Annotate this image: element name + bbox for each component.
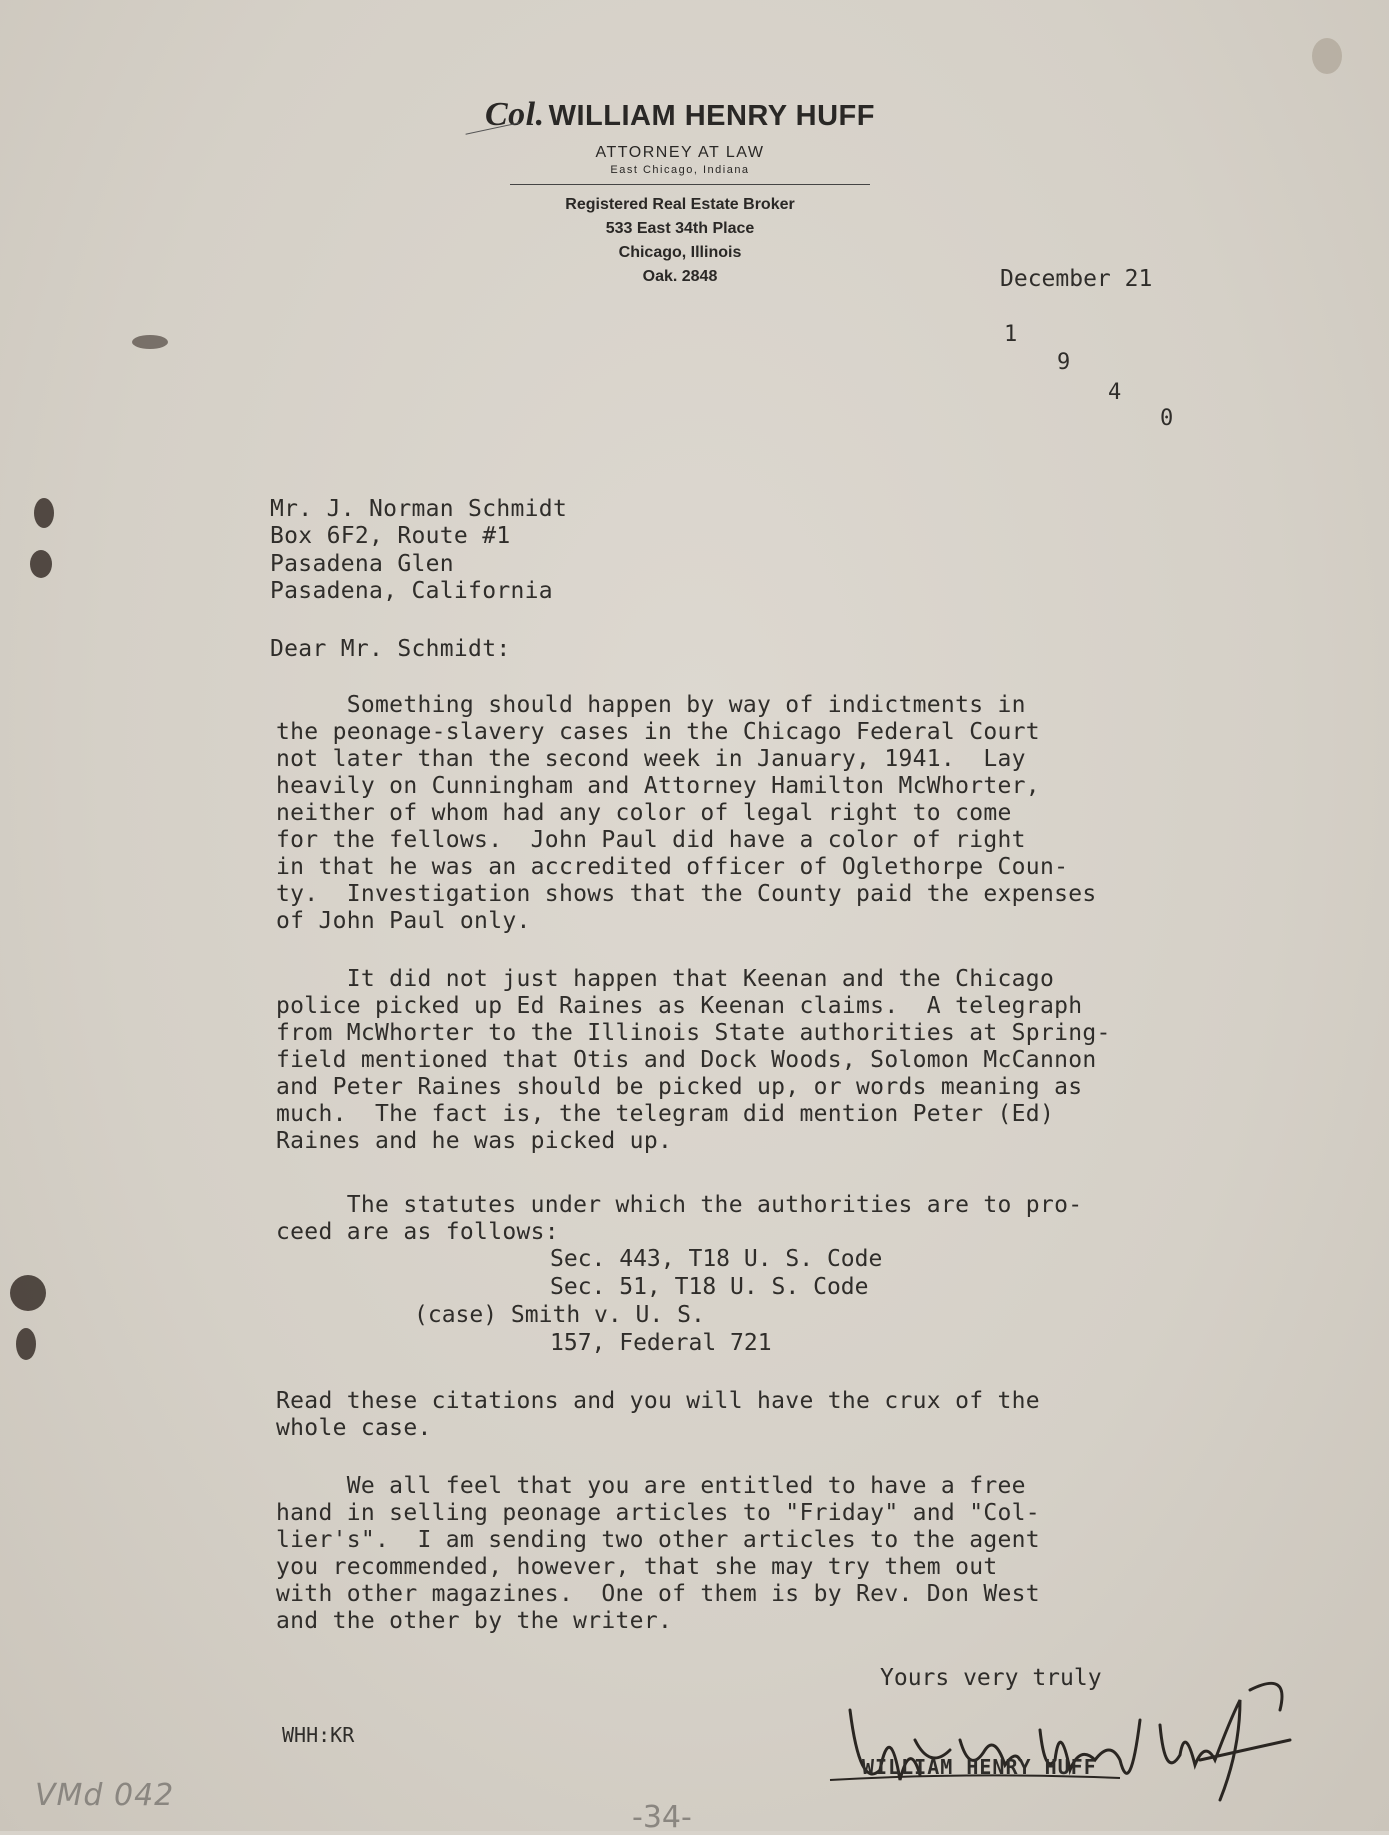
ink-spot	[16, 1328, 36, 1360]
recipient-line: Pasadena, California	[270, 578, 553, 604]
body-line: lier's". I am sending two other articles to the agent	[276, 1527, 1040, 1553]
handwritten-signature	[820, 1680, 1300, 1810]
letterhead-broker: Registered Real Estate Broker	[565, 196, 795, 213]
letterhead-name	[480, 96, 880, 134]
body-line: field mentioned that Otis and Dock Woods, Solomon McCannon	[276, 1047, 1097, 1073]
closing: Yours very truly	[880, 1665, 1102, 1691]
ink-spot	[30, 550, 52, 578]
body-line: The statutes under which the authorities are to pro-	[276, 1192, 1083, 1218]
citation-line: (case) Smith v. U. S.	[414, 1302, 705, 1328]
citation-line: Sec. 443, T18 U. S. Code	[550, 1246, 883, 1272]
body-line: you recommended, however, that she may try them out	[276, 1554, 998, 1580]
date-year-digit: 0	[1160, 406, 1174, 431]
recipient-line: Mr. J. Norman Schmidt	[270, 496, 568, 522]
letterhead-name-text: WILLIAM HENRY HUFF	[548, 100, 875, 132]
letterhead	[480, 96, 880, 286]
body-line: much. The fact is, the telegram did mention Peter (Ed)	[276, 1101, 1055, 1127]
date-year-digit: 1	[1004, 322, 1018, 347]
date-month-day: December 21	[1000, 266, 1153, 292]
body-line: Raines and he was picked up.	[276, 1128, 673, 1154]
letterhead-address1: 533 East 34th Place	[605, 220, 755, 237]
date-year-digit: 9	[1057, 350, 1071, 375]
citation-line: 157, Federal 721	[550, 1330, 772, 1356]
letterhead-location: East Chicago, Indiana	[610, 164, 750, 176]
letterhead-phone: Oak. 2848	[642, 268, 718, 285]
recipient-line: Box 6F2, Route #1	[270, 523, 511, 549]
letterhead-rule	[510, 184, 870, 185]
body-line: of John Paul only.	[276, 908, 531, 934]
body-line: hand in selling peonage articles to "Friday" and "Col-	[276, 1500, 1040, 1526]
body-line: police picked up Ed Raines as Keenan claims. A telegraph	[276, 993, 1083, 1019]
body-line: not later than the second week in January, 1941. Lay	[276, 746, 1026, 772]
body-line: ceed are as follows:	[276, 1219, 559, 1245]
archive-mark: VMd 042	[35, 1778, 175, 1813]
ink-spot	[34, 498, 54, 528]
body-line: Read these citations and you will have the crux of the	[276, 1388, 1040, 1414]
body-line: in that he was an accredited officer of Oglethorpe Coun-	[276, 854, 1069, 880]
page-number: -34-	[632, 1800, 692, 1835]
ink-spot	[10, 1275, 46, 1311]
body-line: the peonage-slavery cases in the Chicago Federal Court	[276, 719, 1040, 745]
body-line: ty. Investigation shows that the County paid the expenses	[276, 881, 1097, 907]
letterhead-address2: Chicago, Illinois	[618, 244, 742, 261]
salutation: Dear Mr. Schmidt:	[270, 636, 511, 662]
typist-initials: WHH:KR	[282, 1723, 355, 1747]
ink-spot	[132, 335, 168, 349]
ink-spot	[1312, 38, 1342, 74]
body-line: and the other by the writer.	[276, 1608, 673, 1634]
body-line: Something should happen by way of indictments in	[276, 692, 1026, 718]
body-line: for the fellows. John Paul did have a color of right	[276, 827, 1026, 853]
body-line: We all feel that you are entitled to have a free	[276, 1473, 1026, 1499]
body-line: with other magazines. One of them is by Rev. Don West	[276, 1581, 1040, 1607]
typed-signature: WILLIAM HENRY HUFF	[862, 1755, 1097, 1779]
letterhead-title: ATTORNEY AT LAW	[595, 144, 765, 161]
body-line: It did not just happen that Keenan and the Chicago	[276, 966, 1055, 992]
body-line: and Peter Raines should be picked up, or words meaning as	[276, 1074, 1083, 1100]
letterhead-col: Col.	[485, 96, 545, 133]
body-line: neither of whom had any color of legal right to come	[276, 800, 1012, 826]
body-line: heavily on Cunningham and Attorney Hamilton McWhorter,	[276, 773, 1040, 799]
recipient-line: Pasadena Glen	[270, 551, 454, 577]
body-line: from McWhorter to the Illinois State authorities at Spring-	[276, 1020, 1111, 1046]
body-line: whole case.	[276, 1415, 432, 1441]
citation-line: Sec. 51, T18 U. S. Code	[550, 1274, 869, 1300]
date-year-digit: 4	[1108, 380, 1122, 405]
